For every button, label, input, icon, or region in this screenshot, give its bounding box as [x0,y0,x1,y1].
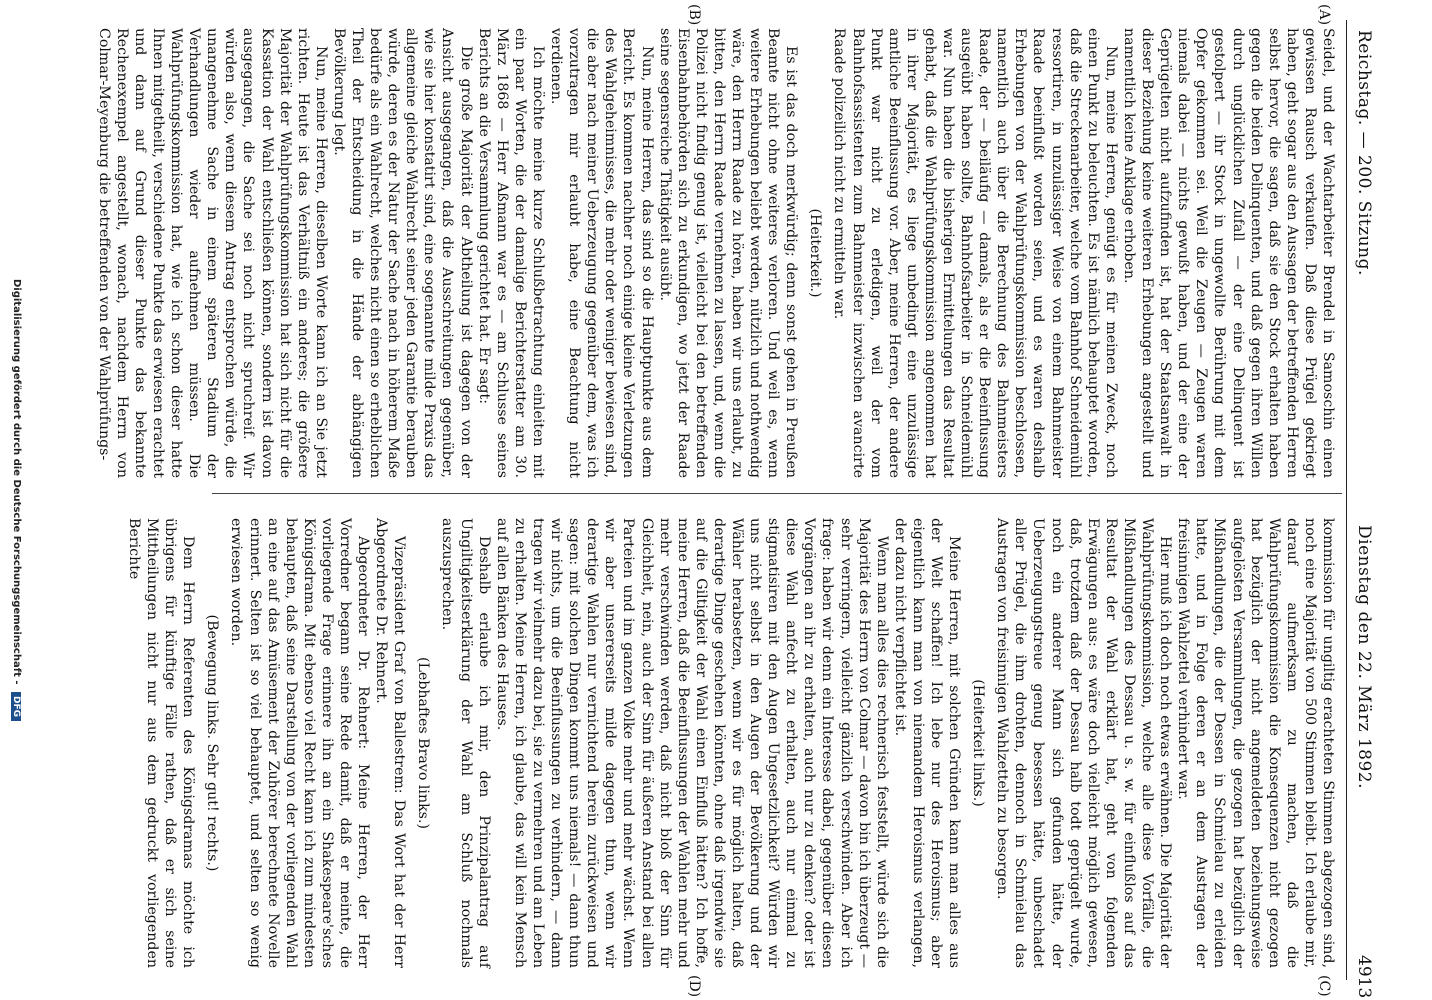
stage-direction: (Lebhaftes Bravo links.) [415,656,432,830]
paragraph: Nun, meine Herren, das sind so die Hauptpunkte aus dem Bericht. Es kommen nachher noch einige kleine Verletzungen des Wahlgeheimnisses, die mehr oder weniger bewiesen sind, die aber nach meiner Ueberzeugung gegenüber dem, was ich vorzutragen mir erlaubt habe, eine Beachtung nicht verdienen. [548,28,655,478]
footer-text: Digitalisierung gefördert durch die Deutsche Forschungsgemeinschaft - [11,278,22,685]
header-rule [1346,20,1347,980]
stage-direction: (Bewegung links. Sehr gut! rechts.) [204,614,221,872]
paragraph: Wenn man alles dies rechnerisch feststellt, würde sich die Majorität des Herrn von Colmar — davon bin ich überzeugt — sehr verringern, vielleicht gänzlich verschwinden. Aber ich frage: haben wir denn ein Interesse dabei, gegenüber diesen Vorgängen an ihr zu erhalten, auch nur zu denken? oder ist diese Wahl anfecht zu erhalten, auch nur einmal zu stigmatisiren mit den Augen Ungesetzlichkeit? Würden wir uns nicht selbst in den Augen der Bevölkerung und der Wähler herabsetzen, wenn wir es für möglich halten, daß derartige Dinge geschehen könnten, ohne daß irgendwie sie auf die Giltigkeit der Wahl einen Einfluß hätten? Ich hoffe, meine Herren, daß die Beeinflussungen der Wahlen mehr und mehr verschwinden werden, daß nicht bloß der Sinn für Gleichheit, nein, auch der Sinn für äußeren Anstand bei allen Parteien und im ganzen Volke mehr und mehr wächst. Wenn wir aber unsererseits milde dagegen thun, wenn wir derartige Wahlen nur vernichtend herein zurückweisen und sagen: mit solchen Dingen kommt uns niemals! — dann thun wir nichts, um die Beeinflussungen zu verhindern, — dann tragen wir vielmehr dazu bei, sie zu vermehren und am Leben zu erhalten. Meine Herren, ich glaube, das will kein Mensch auf allen Bänken des Hauses. [493,518,890,968]
column-divider [212,493,1342,494]
paragraph: Die große Majorität der Abtheilung ist dagegen von der Ansicht ausgegangen, daß die Ausschreitungen gegenüber, wie sie hier konstatirt sind, eine sogenannte milde Praxis das allgemeine gleiche Wahlrecht seiner jeden Garantie berauben würde, deren es der Natur der Sache nach in höherem Maße bedürfe als ein Wahlrecht, welches nicht einen so erheblichen Theil der Entscheidung in die Hände der abhängigen Bevölkerung legt. [330,28,474,478]
left-column [95,28,1337,478]
running-head-right: Dienstag den 22. März 1892. [1354,525,1374,789]
page-number: 4913 [1354,955,1374,999]
paragraph: Es ist das doch merkwürdig; denn sonst gehen in Preußen Beamte nicht ohne weiteres verloren. Und weil es, wenn weitere Erhebungen beliebt werden, nützlich und nothwendig wäre, den Herrn Raade zu hören, haben wir uns erlaubt, zu bitten, den Herrn Raade vernehmen zu lassen, und, wenn die Polizei nicht findig genug ist, vielleicht bei den betreffenden Eisenbahnbehörden sich zu erkundigen, wo jetzt der Raade seine segensreiche Thätigkeit ausübt. [656,28,800,478]
paragraph: Meine Herren, mit solchen Gründen kann man alles aus der Welt schaffen! Ich lebe nur des Heroismus; aber eigentlich kann man von niemandem Heroismus verlangen, der dazu nicht verpflichtet ist. [891,518,963,968]
stage-direction: (Heiterkeit.) [807,208,824,298]
paragraph: Vizepräsident Graf von Ballestrem: Das Wort hat der Herr Abgeordnete Dr. Rehnert. [373,518,408,968]
paragraph: Dem Herrn Referenten des Königsdramas möchte ich übrigens für künftige Fälle rathen, daß er sich seine Mittheilungen nicht nur aus dem gedruckt vorliegenden Berichte [126,518,197,968]
right-column [125,518,1337,968]
paragraph: Abgeordneter Dr. Rehnert: Meine Herren, der Herr Vorredner begann seine Rede damit, daß er meinte, die vorliegende Frage erinnere ihn an ein Shakespeare'sches Königsdrama. Mit ebenso viel Recht kann ich zum mindesten behaupten, daß seine Darstellung von der vorliegenden Wahl an eine auf das Amüsement der Zuhörer berechnete Novelle erinnert. Selten ist so viel behauptet, und selten so wenig erwiesen worden. [228,518,372,968]
margin-marker-a: (A) [1316,4,1332,26]
paragraph: Deshalb erlaube ich mir, den Prinzipalantrag auf Ungiltigkeitserklärung der Wahl am Schluß nochmals auszusprechen. [439,518,492,968]
paragraph: Ich möchte meine kurze Schlußbetrachtung einleiten mit ein paar Worten, die der damalige Berichterstatter am 30. März 1868 — Herr Aßmann war es — am Schlusse seines Berichts an die Versammlung gerichtet hat. Er sagt: [475,28,546,478]
running-head-left: Reichstag. — 200. Sitzung. [1354,30,1374,276]
dfg-logo: DFG [11,692,21,721]
paragraph: Hier muß ich doch noch etwas erwähnen. Die Majorität der Wahlprüfungskommission, welche alle diese Vorfälle, die Mißhandlungen des Dessau u. s. w. für einflußlos auf das Resultat der Wahl erklärt hat, geht von folgenden Erwägungen aus: es wäre doch vielleicht möglich gewesen, daß, trotzdem daß der Dessau halb todt geprügelt wurde, noch ein anderer Mann sich gefunden hätte, der Ueberzeugungstreue genug besessen hätte, unbeschadet aller Prügel, die ihm drohten, dennoch in Schmielau das Austragen von freisinnigen Wahlzetteln zu besorgen. [994,518,1174,968]
paragraph: Seidel, und der Wachtarbeiter Brendel in Samoschin einen gewissen Rausch verkaufen. Daß diese Prügel gekriegt haben, geht sogar aus den Aussagen der betreffenden Herren selbst hervor, die sagen, daß sie den Stock erhalten haben gegen die beiden Delinquenten, und daß gegen ihren Willen durch unglücklichen Zufall — der eine Delinquent ist gestolpert — ihr Stock in ungewollte Berührung mit dem Opfer gekommen sei. Weil die Zeugen — Zeugen waren niemals dabei — nichts gewußt haben, und der eine der Geprügelten nicht aufzufinden ist, hat der Staatsanwalt in dieser Beziehung keine weiteren Erhebungen angestellt und namentlich keine Anklage erhoben. [1120,28,1336,478]
stage-direction: (Heiterkeit links.) [970,679,987,807]
margin-marker-d: (D) [686,975,702,998]
paragraph: Nun, meine Herren, dieselben Worte kann ich an Sie jetzt richten. Heute ist das Verhältniß ein anderes; die größere Majorität der Wahlprüfungskommission hat sich nicht für die Kassation der Wahl entschließen können, sondern ist davon ausgegangen, die Sache sei noch nicht spruchreif. Wir würden also, wenn diesem Antrag entsprochen würde, die unangenehme Sache in einem späteren Stadium der Verhandlungen wieder aufnehmen müssen. Die Wahlprüfungskommission hat, wie ich schon dieser hatte Ihnen mitgetheilt, verschiedene Punkte das erwiesen erachtet und dann auf Grund dieser Punkte das bekannte Rechenexempel angestellt, wonach, nachdem Herrn von Colmar-Meyenburg die betreffenden von der Wahlprüfungs- [95,28,329,478]
margin-marker-c: (C) [1316,975,1332,997]
paragraph: kommission für ungiltig erachteten Stimmen abgezogen sind, noch eine Majorität von 500 Stimmen bleibt. Ich erlaube mir, darauf aufmerksam zu machen, daß die Wahlprüfungskommission die Konsequenzen nicht gezogen hat bezüglich der nicht angemeldeten beziehungsweise aufgelösten Versammlungen, die gezogen hat bezüglich der Mißhandlungen, die der Dessen in Schmielau zu erleiden hatte, und in Folge deren er an dem Austragen der freisinnigen Wahlzettel verhindert war. [1175,518,1336,968]
margin-marker-b: (B) [686,4,702,26]
digitization-footer [11,0,22,1000]
paragraph: Nun, meine Herren, genügt es für meinen Zweck, noch einen Punkt zu beleuchten. Es ist nämlich behauptet worden, daß die Streckenarbeiter, welche vom Bahnhof Schneidemühl ressortiren, in unzulässiger Weise von einem Bahnmeister Raade beeinflußt worden seien, und es waren deshalb Erhebungen von der Wahlprüfungskommission beschlossen, namentlich auch über die Berechnung des Bahnmeisters Raade, der — beiläufig — damals, als er die Beeinflussung ausgeübt haben sollte, Bahnhofsarbeiter in Schneidemühl war. Nun haben die bisherigen Ermittelungen das Resultat gehabt, daß die Wahlprüfungskommission angenommen hat in ihrer Majorität, es liege unbedingt eine unzulässige amtliche Beeinflussung vor. Aber, meine Herren, der andere Punkt war nicht zu erledigen, weil der vom Bahnhofsassistenten zum Bahnmeister inzwischen avancirte Raade polizeilich nicht zu ermitteln war. [831,28,1119,478]
